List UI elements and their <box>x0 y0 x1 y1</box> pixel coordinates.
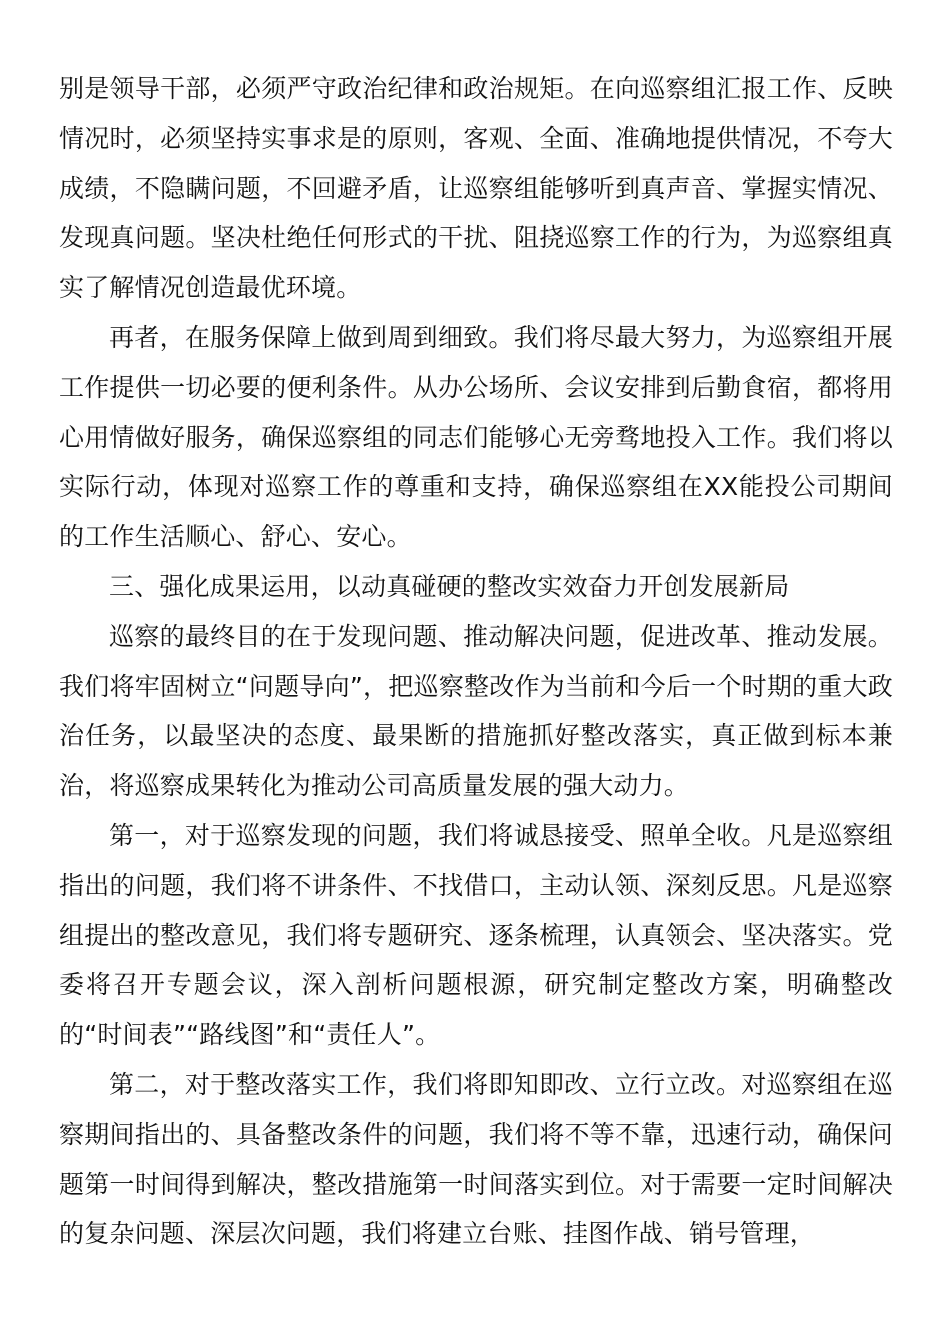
paragraph-service-support: 再者，在服务保障上做到周到细致。我们将尽最大努力，为巡察组开展工作提供一切必要的便利条件。从办公场所、会议安排到后勤食宿，都将用心用情做好服务，确保巡察组的同志们能够心无旁骛地投入工作。我们将以实际行动，体现对巡察工作的尊重和支持，确保巡察组在XX能投公司期间的工作生活顺心、舒心、安心。 <box>59 322 893 552</box>
paragraph-discipline: 别是领导干部，必须严守政治纪律和政治规矩。在向巡察组汇报工作、反映情况时，必须坚持实事求是的原则，客观、全面、准确地提供情况，不夸大成绩，不隐瞒问题，不回避矛盾，让巡察组能够听到真声音、掌握实情况、发现真问题。坚决杜绝任何形式的干扰、阻挠巡察工作的行为，为巡察组真实了解情况创造最优环境。 <box>59 74 893 303</box>
paragraph-second-point: 第二，对于整改落实工作，我们将即知即改、立行立改。对巡察组在巡察期间指出的、具备整改条件的问题，我们将不等不靠，迅速行动，确保问题第一时间得到解决，整改措施第一时间落实到位。对于需要一定时间解决的复杂问题、深层次问题，我们将建立台账、挂图作战、销号管理， <box>59 1069 893 1249</box>
paragraph-first-point: 第一，对于巡察发现的问题，我们将诚恳接受、照单全收。凡是巡察组指出的问题，我们将不讲条件、不找借口，主动认领、深刻反思。凡是巡察组提出的整改意见，我们将专题研究、逐条梳理，认真领会、坚决落实。党委将召开专题会议，深入剖析问题根源，研究制定整改方案，明确整改的“时间表”“路线图”和“责任人”。 <box>59 820 893 1050</box>
document-page <box>59 64 893 1259</box>
paragraph-inspection-goal: 巡察的最终目的在于发现问题、推动解决问题，促进改革、推动发展。我们将牢固树立“问题导向”，把巡察整改作为当前和今后一个时期的重大政治任务，以最坚决的态度、最果断的措施抓好整改落实，真正做到标本兼治，将巡察成果转化为推动公司高质量发展的强大动力。 <box>59 621 893 801</box>
section-heading-3: 三、强化成果运用，以动真碰硬的整改实效奋力开创发展新局 <box>109 571 790 601</box>
